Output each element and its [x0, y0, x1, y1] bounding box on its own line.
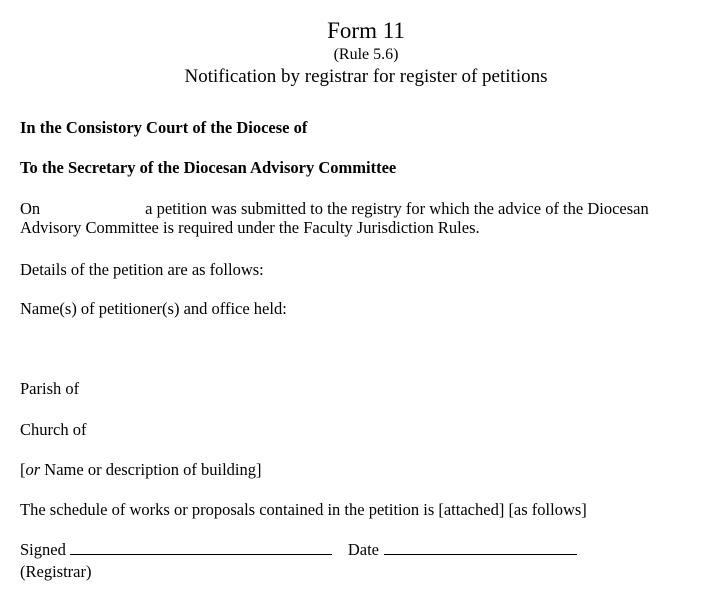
- secretary-line: To the Secretary of the Diocesan Advisory Committee: [20, 158, 397, 177]
- building-line: [20, 460, 262, 480]
- form-title: Form 11: [327, 18, 405, 43]
- rule-reference: (Rule 5.6): [333, 46, 399, 63]
- church-label: Church of: [20, 420, 87, 439]
- date-field[interactable]: [384, 540, 577, 555]
- petitioners-line: Name(s) of petitioner(s) and office held:: [20, 299, 287, 318]
- schedule-line: The schedule of works or proposals contained in the petition is [attached] [as follows]: [20, 500, 587, 519]
- building-rest: Name or description of building]: [40, 460, 262, 479]
- signed-label: Signed: [20, 540, 66, 559]
- petition-paragraph-line-1: [20, 199, 649, 219]
- on-label: On: [20, 199, 41, 218]
- parish-label: Parish of: [20, 379, 80, 398]
- signature-field[interactable]: [70, 540, 332, 555]
- date-label: Date: [347, 540, 379, 559]
- petition-paragraph-line-2: Advisory Committee is required under the Faculty Jurisdiction Rules.: [20, 218, 480, 237]
- form-subtitle: Notification by registrar for register of petitions: [184, 66, 548, 87]
- building-or: or: [25, 460, 41, 479]
- petition-text-1: a petition was submitted to the registry for which the advice of the Diocesan: [145, 199, 649, 218]
- registrar-label: (Registrar): [20, 562, 92, 581]
- court-line: In the Consistory Court of the Diocese of: [20, 118, 308, 137]
- details-line: Details of the petition are as follows:: [20, 260, 264, 279]
- building-open-bracket: [: [20, 460, 26, 479]
- signature-line: [20, 540, 577, 560]
